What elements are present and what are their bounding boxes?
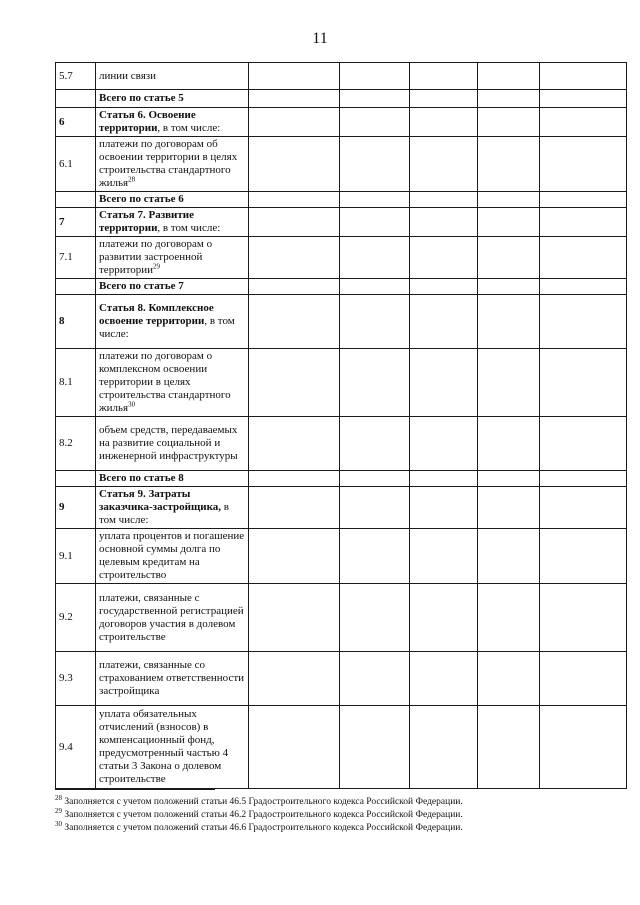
empty-cell <box>478 417 540 471</box>
empty-cell <box>249 137 340 192</box>
table-row <box>56 584 627 652</box>
empty-cell <box>540 192 627 208</box>
table-row <box>56 417 627 471</box>
empty-cell <box>540 90 627 108</box>
description-suffix: , в том числе: <box>99 315 235 340</box>
budget-table <box>55 62 627 789</box>
table-row <box>56 137 627 192</box>
footnotes <box>55 793 625 835</box>
empty-cell <box>540 529 627 584</box>
empty-cell <box>249 208 340 237</box>
footnote-28 <box>55 793 625 809</box>
footnote-reference: 28 <box>128 175 136 184</box>
row-number: 5.7 <box>56 63 96 90</box>
empty-cell <box>540 295 627 349</box>
empty-cell <box>540 584 627 652</box>
empty-cell <box>540 108 627 137</box>
empty-cell <box>540 63 627 90</box>
empty-cell <box>478 584 540 652</box>
empty-cell <box>340 208 410 237</box>
footnote-separator <box>55 789 215 790</box>
empty-cell <box>540 652 627 706</box>
empty-cell <box>249 652 340 706</box>
footnote-text: Заполняется с учетом положений статьи 46.5 Градостроительного кодекса Российской Федерации. <box>62 797 463 807</box>
row-description <box>96 90 249 108</box>
empty-cell <box>478 63 540 90</box>
empty-cell <box>249 417 340 471</box>
description-text: платежи, связанные с государственной регистрацией договоров участия в долевом строительстве <box>99 591 244 643</box>
empty-cell <box>478 487 540 529</box>
footnote-reference: 29 <box>153 262 161 271</box>
empty-cell <box>249 90 340 108</box>
description-text: платежи, связанные со страхованием ответственности застройщика <box>99 659 245 697</box>
empty-cell <box>249 529 340 584</box>
empty-cell <box>410 349 478 417</box>
empty-cell <box>540 279 627 295</box>
table-row <box>56 108 627 137</box>
empty-cell <box>478 295 540 349</box>
empty-cell <box>340 349 410 417</box>
empty-cell <box>410 237 478 279</box>
row-number: 7 <box>56 208 96 237</box>
empty-cell <box>340 108 410 137</box>
footnote-mark: 29 <box>55 806 62 815</box>
row-number <box>56 279 96 295</box>
empty-cell <box>410 208 478 237</box>
empty-cell <box>478 237 540 279</box>
row-description <box>96 487 249 529</box>
row-description <box>96 584 249 652</box>
table-row <box>56 208 627 237</box>
empty-cell <box>478 137 540 192</box>
empty-cell <box>340 192 410 208</box>
empty-cell <box>478 349 540 417</box>
row-number: 6.1 <box>56 137 96 192</box>
empty-cell <box>249 192 340 208</box>
row-number: 9.3 <box>56 652 96 706</box>
table-row <box>56 237 627 279</box>
description-text: уплата обязательных отчислений (взносов) в компенсационный фонд, предусмотренный частью 4 статьи 3 Закона о долевом строительстве <box>99 708 229 785</box>
description-suffix: , в том числе: <box>157 222 221 234</box>
empty-cell <box>249 237 340 279</box>
description-text: Статья 7. Развитие территории <box>99 209 195 234</box>
description-text: линии связи <box>99 69 157 82</box>
empty-cell <box>410 487 478 529</box>
row-description <box>96 529 249 584</box>
row-description <box>96 471 249 487</box>
empty-cell <box>478 279 540 295</box>
empty-cell <box>340 706 410 789</box>
empty-cell <box>410 584 478 652</box>
empty-cell <box>340 529 410 584</box>
page-number: 11 <box>312 30 328 47</box>
footnote-text: Заполняется с учетом положений статьи 46.2 Градостроительного кодекса Российской Федерации. <box>62 810 463 820</box>
empty-cell <box>410 63 478 90</box>
empty-cell <box>540 208 627 237</box>
description-suffix: , в том числе: <box>157 122 221 134</box>
row-description <box>96 192 249 208</box>
empty-cell <box>249 63 340 90</box>
empty-cell <box>478 706 540 789</box>
description-text: платежи по договорам о комплексном освоении территории в целях строительства стандартного жилья <box>99 350 231 414</box>
table-row <box>56 471 627 487</box>
empty-cell <box>340 279 410 295</box>
empty-cell <box>478 208 540 237</box>
empty-cell <box>249 584 340 652</box>
footnote-mark: 30 <box>55 819 62 828</box>
table-row <box>56 652 627 706</box>
row-number: 6 <box>56 108 96 137</box>
empty-cell <box>340 137 410 192</box>
row-number: 9.4 <box>56 706 96 789</box>
footnote-30 <box>55 819 625 835</box>
empty-cell <box>540 706 627 789</box>
footnote-29 <box>55 806 625 822</box>
empty-cell <box>249 706 340 789</box>
empty-cell <box>249 295 340 349</box>
table-row <box>56 279 627 295</box>
row-number <box>56 192 96 208</box>
empty-cell <box>410 529 478 584</box>
table-row <box>56 192 627 208</box>
empty-cell <box>410 652 478 706</box>
row-description <box>96 237 249 279</box>
row-description <box>96 279 249 295</box>
empty-cell <box>410 279 478 295</box>
empty-cell <box>340 63 410 90</box>
table-row <box>56 529 627 584</box>
description-text: Статья 6. Освоение территории <box>99 109 196 134</box>
row-description <box>96 208 249 237</box>
description-text: Всего по статье 5 <box>99 92 184 104</box>
row-number: 9.1 <box>56 529 96 584</box>
empty-cell <box>478 471 540 487</box>
empty-cell <box>540 417 627 471</box>
empty-cell <box>340 487 410 529</box>
empty-cell <box>410 471 478 487</box>
row-number <box>56 471 96 487</box>
table-row <box>56 706 627 789</box>
empty-cell <box>478 90 540 108</box>
table-row <box>56 63 627 90</box>
empty-cell <box>410 90 478 108</box>
empty-cell <box>340 237 410 279</box>
empty-cell <box>540 471 627 487</box>
row-number: 9.2 <box>56 584 96 652</box>
description-text: платежи по договорам об освоении территории в целях строительства стандартного жилья <box>99 138 238 189</box>
empty-cell <box>478 652 540 706</box>
table-row <box>56 487 627 529</box>
empty-cell <box>410 137 478 192</box>
empty-cell <box>249 471 340 487</box>
empty-cell <box>249 279 340 295</box>
table-row <box>56 295 627 349</box>
empty-cell <box>540 349 627 417</box>
footnote-mark: 28 <box>55 793 62 802</box>
empty-cell <box>249 487 340 529</box>
empty-cell <box>410 108 478 137</box>
empty-cell <box>540 487 627 529</box>
row-number: 8.2 <box>56 417 96 471</box>
row-description <box>96 652 249 706</box>
description-text: объем средств, передаваемых на развитие социальной и инженерной инфраструктуры <box>99 424 238 462</box>
description-text: платежи по договорам о развитии застроенной территории <box>99 238 213 276</box>
empty-cell <box>410 192 478 208</box>
row-description <box>96 108 249 137</box>
description-text: уплата процентов и погашение основной суммы долга по целевым кредитам на строительство <box>99 530 245 581</box>
table-row <box>56 90 627 108</box>
row-description <box>96 63 249 90</box>
empty-cell <box>340 295 410 349</box>
description-text: Всего по статье 7 <box>99 280 184 292</box>
description-text: Статья 8. Комплексное освоение территории <box>99 302 214 327</box>
description-text: Всего по статье 8 <box>99 472 184 484</box>
empty-cell <box>540 237 627 279</box>
empty-cell <box>340 652 410 706</box>
empty-cell <box>478 192 540 208</box>
description-suffix: в том числе: <box>99 501 229 526</box>
row-number <box>56 90 96 108</box>
empty-cell <box>410 295 478 349</box>
empty-cell <box>340 584 410 652</box>
empty-cell <box>478 529 540 584</box>
row-description <box>96 417 249 471</box>
row-description <box>96 295 249 349</box>
footnote-text: Заполняется с учетом положений статьи 46.6 Градостроительного кодекса Российской Федерации. <box>62 823 463 833</box>
row-number: 9 <box>56 487 96 529</box>
empty-cell <box>410 417 478 471</box>
empty-cell <box>249 108 340 137</box>
empty-cell <box>478 108 540 137</box>
empty-cell <box>249 349 340 417</box>
row-number: 8.1 <box>56 349 96 417</box>
table-row <box>56 349 627 417</box>
description-text: Всего по статье 6 <box>99 193 184 205</box>
row-description <box>96 349 249 417</box>
empty-cell <box>340 90 410 108</box>
empty-cell <box>340 417 410 471</box>
empty-cell <box>340 471 410 487</box>
row-number: 7.1 <box>56 237 96 279</box>
footnote-reference: 30 <box>128 400 136 409</box>
description-text: Статья 9. Затраты заказчика-застройщика, <box>99 488 222 513</box>
row-number: 8 <box>56 295 96 349</box>
empty-cell <box>540 137 627 192</box>
empty-cell <box>410 706 478 789</box>
row-description <box>96 706 249 789</box>
row-description <box>96 137 249 192</box>
